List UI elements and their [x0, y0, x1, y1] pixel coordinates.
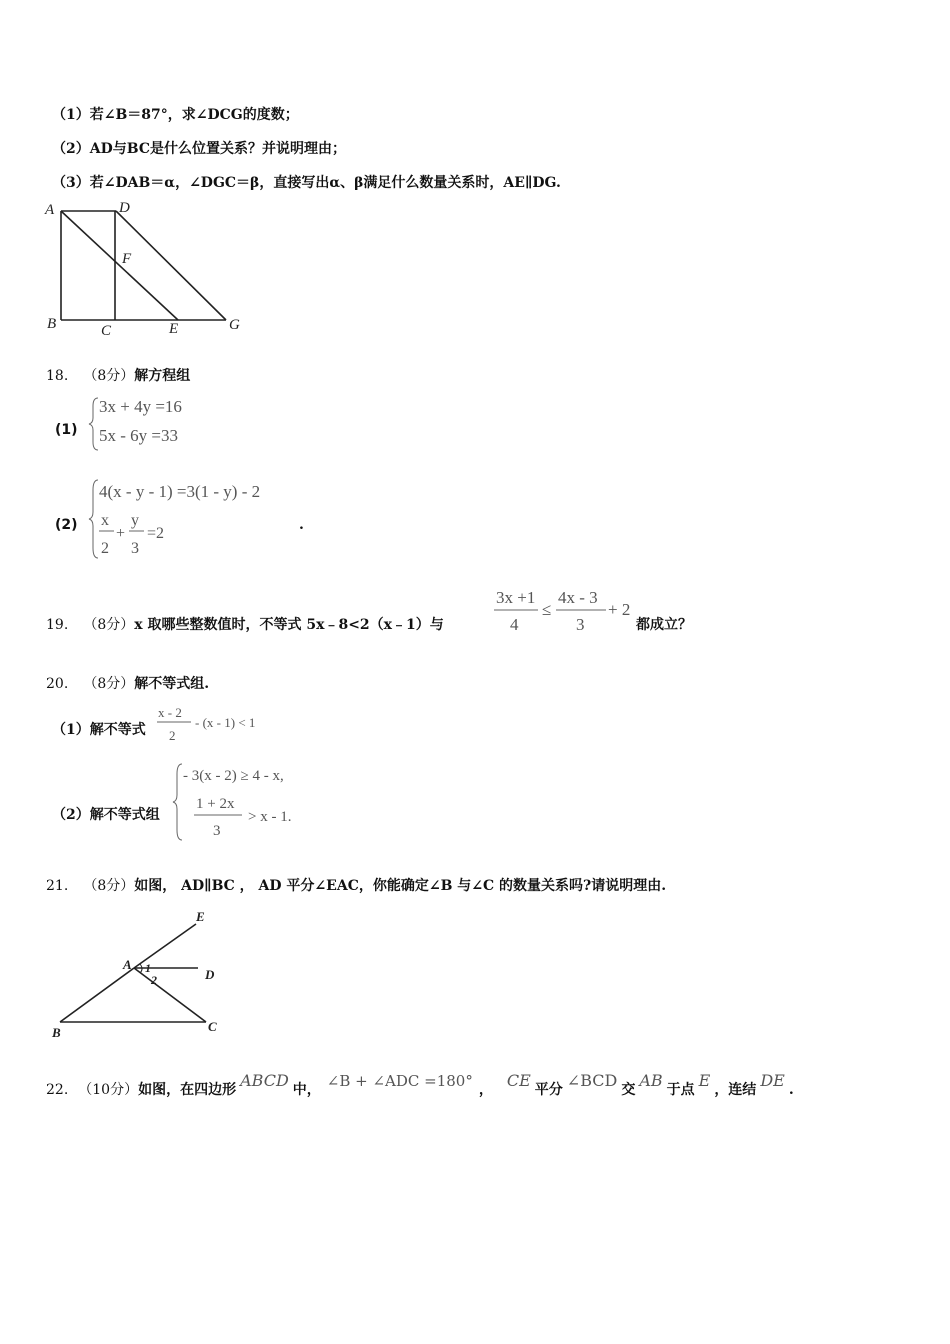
q19-frac2-den: 3	[576, 615, 585, 634]
segment-AB	[60, 968, 134, 1022]
q20-p2-num: 1 + 2x	[196, 796, 235, 812]
segment-AE	[61, 211, 178, 320]
label-A: A	[123, 957, 132, 972]
q18-system2	[88, 476, 318, 562]
q22-m5: AB	[639, 1071, 663, 1090]
q18-p2-rhs: =2	[147, 525, 165, 542]
q22-m4: ∠BCD	[566, 1071, 618, 1090]
q18-p1-eq1: 3x + 4y =16	[99, 397, 182, 416]
q22-score: （10分）	[78, 1082, 139, 1098]
q18-p2-frac2-den: 3	[131, 540, 139, 557]
q22-t3: ，	[478, 1082, 493, 1098]
q20-p2-system	[172, 760, 332, 844]
q20-number: 20.	[46, 676, 69, 692]
q18-system1	[88, 394, 218, 454]
label-A: A	[45, 202, 55, 218]
q19-number: 19.	[46, 617, 69, 633]
q18-p2-end: .	[299, 517, 304, 533]
label-B: B	[47, 316, 57, 332]
q21-text: 如图， AD∥BC ， AD 平分∠EAC，你能确定∠B 与∠C 的数量关系吗?请说明理由.	[134, 878, 667, 894]
label-D: D	[205, 967, 215, 982]
q19-line	[46, 614, 444, 634]
q19-frac2-num: 4x - 3	[558, 588, 598, 607]
q22-t6: 于点	[666, 1082, 695, 1098]
q20-p1-rest: - (x - 1) < 1	[195, 715, 256, 730]
q20-p1-den: 2	[169, 728, 176, 743]
q22-t7: ，连结	[714, 1082, 757, 1098]
label-2: 2	[151, 973, 157, 987]
label-F: F	[122, 251, 132, 267]
q22-m3: CE	[506, 1071, 531, 1090]
label-E: E	[169, 321, 179, 337]
q20-p2-den: 3	[213, 823, 221, 839]
q20-title: 解不等式组.	[134, 676, 210, 692]
q20-p1-expr	[155, 702, 285, 746]
q22-t4: 平分	[534, 1082, 563, 1098]
segment-AC	[134, 968, 206, 1022]
q19-plus2: + 2	[608, 600, 631, 619]
q21-number: 21.	[46, 878, 69, 894]
label-C: C	[101, 323, 112, 338]
q18-title: 解方程组	[134, 368, 191, 384]
q18-number: 18.	[46, 368, 69, 384]
q22-t5: 交	[621, 1082, 636, 1098]
label-D: D	[119, 200, 130, 216]
q18-p2-label: (2)	[55, 517, 78, 533]
q20-p2-line1: - 3(x - 2) ≥ 4 - x,	[183, 768, 284, 784]
q19-text-after: 都成立？	[636, 617, 692, 633]
q17-part1: （1）若∠B＝87°，求∠DCG的度数；	[52, 107, 299, 123]
q18-p1-eq2: 5x - 6y =33	[99, 426, 178, 445]
q21-line	[46, 875, 666, 895]
q22-m7: DE	[760, 1071, 785, 1090]
q22-m1: ABCD	[240, 1071, 289, 1090]
q18-p2-plus: +	[116, 525, 126, 542]
q19-leq: ≤	[542, 600, 552, 619]
q21-score: （8分）	[83, 878, 135, 894]
q18-header	[46, 365, 190, 385]
label-E: E	[196, 909, 205, 924]
q18-score: （8分）	[83, 368, 135, 384]
q20-p1-num: x - 2	[158, 705, 182, 720]
q19-frac1-num: 3x +1	[496, 588, 536, 607]
q22-number: 22.	[46, 1082, 69, 1098]
q18-p2-frac1-num: x	[101, 512, 109, 529]
q17-part2: （2）AD与BC是什么位置关系？并说明理由；	[52, 141, 346, 157]
label-G: G	[229, 317, 240, 333]
q20-p1-label: （1）解不等式	[52, 722, 146, 738]
q18-p2-frac1-den: 2	[101, 540, 109, 557]
ray-AE	[134, 924, 196, 968]
q18-p2-eq1: 4(x - y - 1) =3(1 - y) - 2	[99, 482, 261, 501]
q22-m6: E	[698, 1071, 711, 1090]
q19-inequality	[490, 584, 640, 638]
q20-p2-rest: > x - 1.	[248, 809, 292, 825]
q19-frac1-den: 4	[510, 615, 519, 634]
q18-p2-frac2-num: y	[131, 512, 139, 529]
q22-t2: 中，	[292, 1082, 321, 1098]
q18-p1-label: (1)	[55, 422, 78, 438]
q22-m2: ∠B + ∠ADC =180°	[326, 1072, 473, 1090]
q17-figure	[40, 198, 260, 338]
q20-p2-label: （2）解不等式组	[52, 807, 160, 823]
q21-figure	[40, 906, 240, 1042]
label-C: C	[208, 1019, 217, 1034]
q20-score: （8分）	[83, 676, 135, 692]
segment-DG	[116, 211, 226, 320]
label-B: B	[52, 1025, 61, 1040]
q22-t1: 如图，在四边形	[138, 1082, 237, 1098]
label-1: 1	[145, 961, 151, 975]
q19-score: （8分）	[83, 617, 135, 633]
q22-t8: .	[788, 1082, 794, 1098]
q22-line	[46, 1071, 794, 1099]
q19-text-before: x 取哪些整数值时，不等式 5x﹣8<2（x﹣1）与	[134, 617, 444, 633]
q20-header	[46, 673, 209, 693]
q17-part3: （3）若∠DAB＝α，∠DGC＝β，直接写出α、β满足什么数量关系时，AE∥DG.	[52, 175, 561, 191]
